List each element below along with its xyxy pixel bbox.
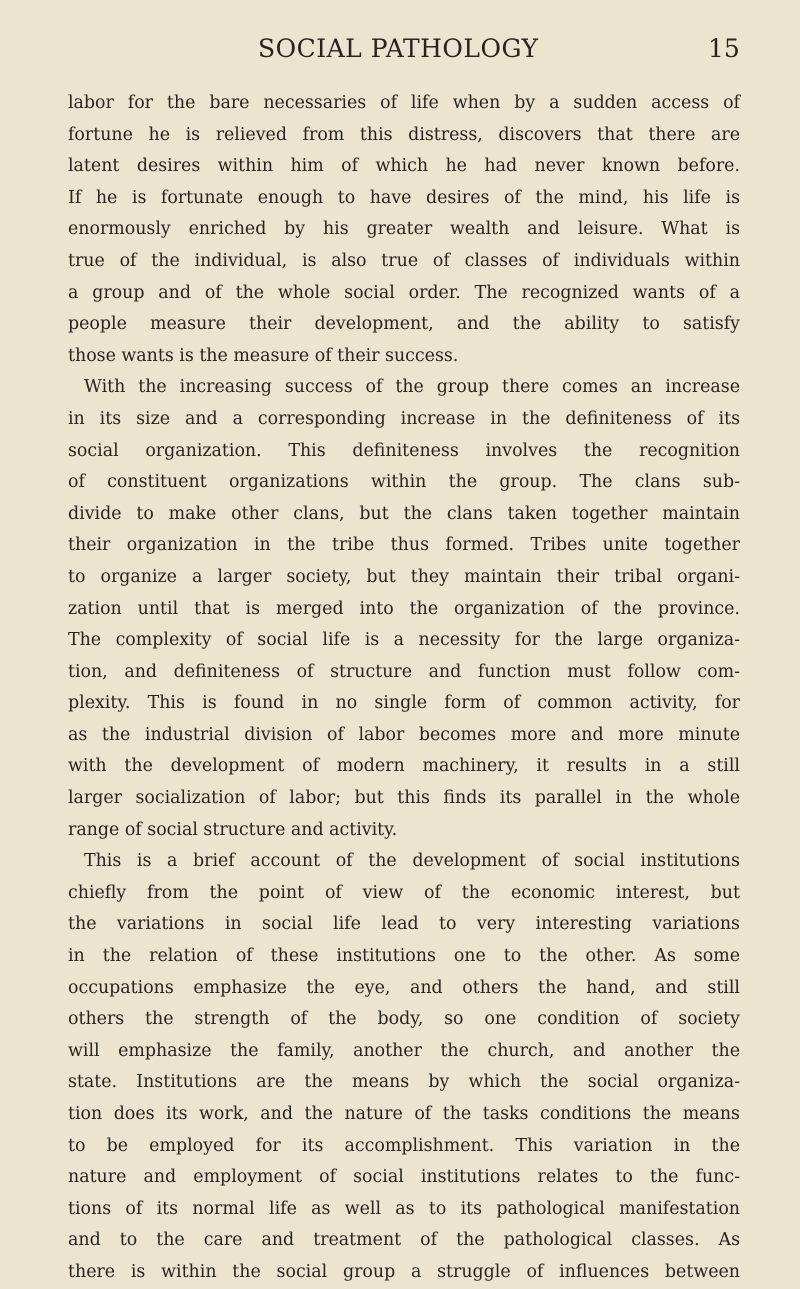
text-line: With the increasing success of the group there comes an increase <box>84 377 740 398</box>
body-text <box>68 88 740 1289</box>
text-line: people measure their development, and the ability to satisfy <box>68 314 740 335</box>
paragraph-2 <box>68 372 740 846</box>
text-line: enormously enriched by his greater wealth and leisure. What is <box>68 219 740 240</box>
text-line: to be employed for its accomplishment. This variation in the <box>68 1135 740 1156</box>
text-line: of constituent organizations within the group. The clans sub- <box>68 472 740 493</box>
text-line: occupations emphasize the eye, and others the hand, and still <box>68 977 740 998</box>
text-line: larger socialization of labor; but this finds its parallel in the whole <box>68 788 740 809</box>
text-line: true of the individual, is also true of classes of individuals within <box>68 250 740 271</box>
text-line: plexity. This is found in no single form of common activity, for <box>68 693 740 714</box>
text-line: tion does its work, and the nature of the tasks conditions the means <box>68 1104 740 1124</box>
text-line: with the development of modern machinery, it results in a still <box>68 756 740 777</box>
text-line: there is within the social group a struggle of influences between <box>68 1261 740 1282</box>
paragraph-3 <box>68 846 740 1288</box>
text-line: will emphasize the family, another the church, and another the <box>68 1040 740 1061</box>
text-line: If he is fortunate enough to have desires of the mind, his life is <box>68 187 740 208</box>
text-line: tion, and definiteness of structure and function must follow com- <box>68 661 740 682</box>
text-line: tions of its normal life as well as to its pathological manifestation <box>68 1198 740 1219</box>
page-number: 15 <box>708 34 740 63</box>
running-title: SOCIAL PATHOLOGY <box>258 34 539 63</box>
text-line: and to the care and treatment of the pathological classes. As <box>68 1230 740 1251</box>
text-line: chiefly from the point of view of the economic interest, but <box>68 882 740 903</box>
text-line: the variations in social life lead to very interesting variations <box>68 914 740 935</box>
text-line: those wants is the measure of their success. <box>68 345 459 366</box>
paragraph-1 <box>68 88 740 372</box>
text-line: This is a brief account of the development of social institutions <box>84 851 740 872</box>
text-line: state. Institutions are the means by which the social organiza- <box>68 1072 740 1093</box>
text-line: zation until that is merged into the organization of the province. <box>68 598 740 619</box>
text-line: to organize a larger society, but they maintain their tribal organi- <box>68 566 740 587</box>
text-line: The complexity of social life is a necessity for the large organiza- <box>68 630 740 651</box>
text-line: latent desires within him of which he had never known before. <box>68 156 740 177</box>
text-line: divide to make other clans, but the clans taken together maintain <box>68 503 740 524</box>
text-line: nature and employment of social institutions relates to the func- <box>68 1167 740 1188</box>
text-line: fortune he is relieved from this distress, discovers that there are <box>68 124 740 145</box>
text-line: a group and of the whole social order. The recognized wants of a <box>68 282 740 303</box>
text-line: others the strength of the body, so one condition of society <box>68 1009 740 1030</box>
text-line: as the industrial division of labor becomes more and more minute <box>68 724 740 745</box>
page-header <box>0 34 800 74</box>
text-line: their organization in the tribe thus formed. Tribes unite together <box>68 535 740 556</box>
text-line: in the relation of these institutions one to the other. As some <box>68 946 740 967</box>
text-line: range of social structure and activity. <box>68 819 398 840</box>
text-line: in its size and a corresponding increase in the definiteness of its <box>68 408 740 429</box>
text-line: social organization. This definiteness involves the recognition <box>68 440 740 461</box>
text-line: labor for the bare necessaries of life when by a sudden access of <box>68 93 740 113</box>
